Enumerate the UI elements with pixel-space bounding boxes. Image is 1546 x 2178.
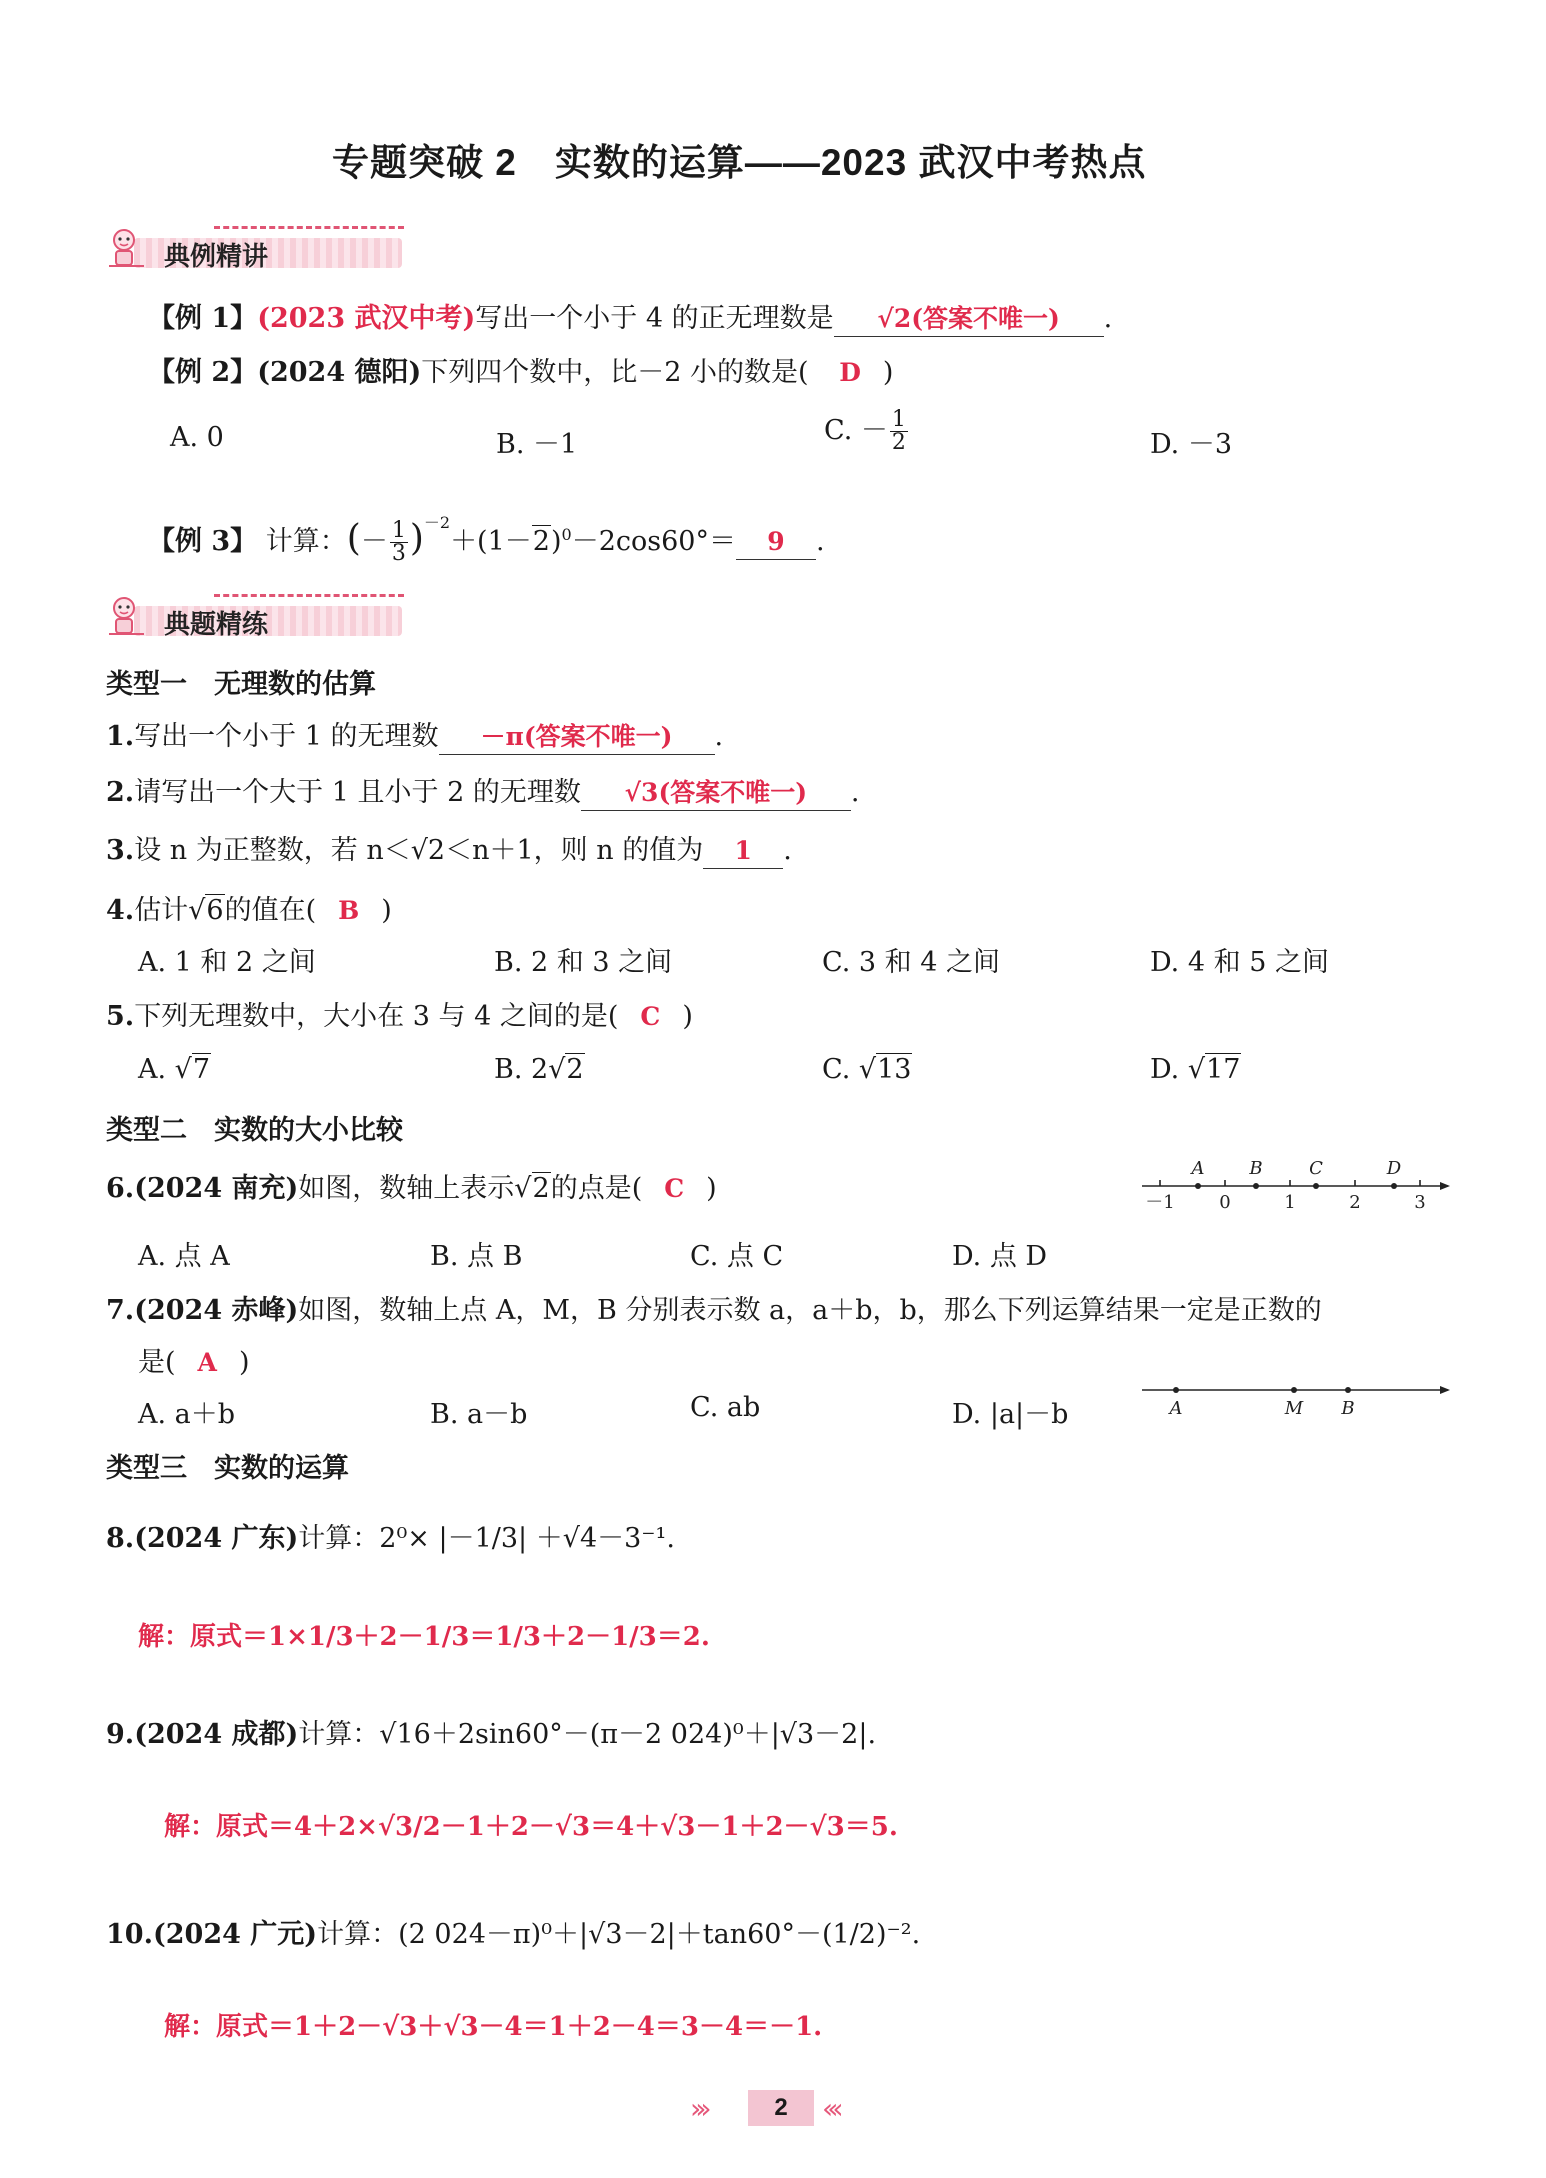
- question-2: 2.请写出一个大于 1 且小于 2 的无理数 √3(答案不唯一) .: [106, 770, 859, 811]
- option: B. 点 B: [430, 1241, 523, 1272]
- axis-tick-label: 1: [1284, 1192, 1296, 1213]
- question-4: 4.估计√6的值在( B ): [106, 895, 392, 926]
- option: C. 点 C: [690, 1241, 784, 1272]
- question-8: 8.(2024 广东)计算：2⁰× |－1/3| ＋√4－3⁻¹.: [106, 1523, 675, 1554]
- option: B. 2 和 3 之间: [494, 947, 673, 978]
- solution-8: 解：原式＝1×1/3＋2－1/3＝1/3＋2－1/3＝2.: [138, 1622, 710, 1652]
- axis-point-label: M: [1284, 1398, 1304, 1419]
- mascot-icon: [104, 226, 148, 270]
- question-6: 6.(2024 南充)如图，数轴上表示√2的点是( C ): [106, 1173, 717, 1204]
- type-heading: 类型二 实数的大小比较: [106, 1115, 403, 1145]
- axis-tick-label: 0: [1219, 1192, 1231, 1213]
- section-label: 典题精练: [164, 609, 269, 639]
- option: A. a＋b: [138, 1399, 236, 1430]
- mascot-icon: [104, 594, 148, 638]
- answer: √2(答案不唯一): [877, 304, 1060, 333]
- answer: 9: [767, 527, 785, 556]
- question-1: 1.写出一个小于 1 的无理数 －π(答案不唯一) .: [106, 714, 723, 755]
- example-label: 【例 2】: [148, 357, 258, 388]
- section-badge-examples: [104, 226, 414, 272]
- example-source: (2024 德阳): [257, 357, 422, 388]
- option: B. a－b: [430, 1399, 528, 1430]
- option: D. |a|－b: [952, 1399, 1069, 1430]
- axis-point-label: A: [1191, 1158, 1205, 1179]
- number-line-q7: [1138, 1372, 1458, 1428]
- question-7-line2: 是( A ): [138, 1347, 250, 1378]
- axis-tick-label: 2: [1349, 1192, 1361, 1213]
- option: B. －1: [496, 429, 578, 460]
- option: B. 2√2: [494, 1054, 584, 1085]
- chevrons-left-icon: ‹‹‹: [822, 2092, 838, 2125]
- example-1: 【例 1】(2023 武汉中考)写出一个小于 4 的正无理数是 √2(答案不唯一) .: [148, 296, 1112, 337]
- axis-point-label: B: [1341, 1398, 1355, 1419]
- example-text: 下列四个数中，比－2 小的数是(: [421, 357, 809, 388]
- section-badge-practice: [104, 594, 414, 640]
- chevrons-right-icon: ›››: [690, 2092, 706, 2125]
- question-9: 9.(2024 成都)计算：√16＋2sin60°－(π－2 024)⁰＋|√3－2|.: [106, 1719, 877, 1750]
- axis-point-label: D: [1386, 1158, 1402, 1179]
- section-label: 典例精讲: [164, 241, 269, 271]
- option: C. √13: [822, 1054, 912, 1085]
- solution-9: 解：原式＝4＋2×√3/2－1＋2－√3＝4＋√3－1＋2－√3＝5.: [164, 1812, 898, 1842]
- type-heading: 类型三 实数的运算: [106, 1453, 349, 1483]
- option: C. ab: [690, 1392, 761, 1423]
- option: D. √17: [1150, 1054, 1241, 1085]
- option: C. 3 和 4 之间: [822, 947, 1000, 978]
- example-source: (2023 武汉中考): [257, 303, 476, 334]
- option: A. √7: [138, 1054, 211, 1085]
- example-label: 【例 3】: [148, 526, 258, 557]
- option: C. － $\frac{1}{2}$: [824, 407, 906, 455]
- type-heading: 类型一 无理数的估算: [106, 669, 376, 699]
- option: A. 1 和 2 之间: [138, 947, 316, 978]
- example-label: 【例 1】: [148, 303, 258, 334]
- axis-point-label: C: [1309, 1158, 1323, 1179]
- question-7: 7.(2024 赤峰)如图，数轴上点 A，M，B 分别表示数 a，a＋b，b，那么下列运算结果一定是正数的: [106, 1295, 1322, 1326]
- axis-tick-label: －1: [1145, 1192, 1175, 1213]
- question-5: 5.下列无理数中，大小在 3 与 4 之间的是( C ): [106, 1001, 693, 1032]
- page-title: 专题突破 2 实数的运算——2023 武汉中考热点: [332, 142, 1147, 183]
- question-10: 10.(2024 广元)计算：(2 024－π)⁰＋|√3－2|＋tan60°－(1/2)⁻².: [106, 1919, 921, 1950]
- axis-tick-label: 3: [1414, 1192, 1426, 1213]
- axis-point-label: B: [1249, 1158, 1263, 1179]
- number-line-q6: [1138, 1150, 1458, 1220]
- example-2: 【例 2】(2024 德阳)下列四个数中，比－2 小的数是( D ): [148, 357, 894, 388]
- page-number: 2: [748, 2090, 814, 2126]
- option: A. 点 A: [138, 1241, 230, 1272]
- option: D. －3: [1150, 429, 1233, 460]
- example-text: 写出一个小于 4 的正无理数是: [475, 303, 834, 334]
- question-3: 3.设 n 为正整数，若 n＜√2＜n＋1，则 n 的值为 1 .: [106, 828, 792, 869]
- axis-point-label: A: [1169, 1398, 1183, 1419]
- option: D. 点 D: [952, 1241, 1048, 1272]
- option: A. 0: [170, 422, 224, 453]
- answer: D: [839, 358, 861, 387]
- solution-10: 解：原式＝1＋2－√3＋√3－4＝1＋2－4＝3－4＝－1.: [164, 2012, 823, 2042]
- option: D. 4 和 5 之间: [1150, 947, 1329, 978]
- example-3: 【例 3】 计算：(－ $\frac{1}{3}$ )$^{-2}+(1-2)^0-2\cos 60^\circ= 9$ .: [148, 513, 825, 566]
